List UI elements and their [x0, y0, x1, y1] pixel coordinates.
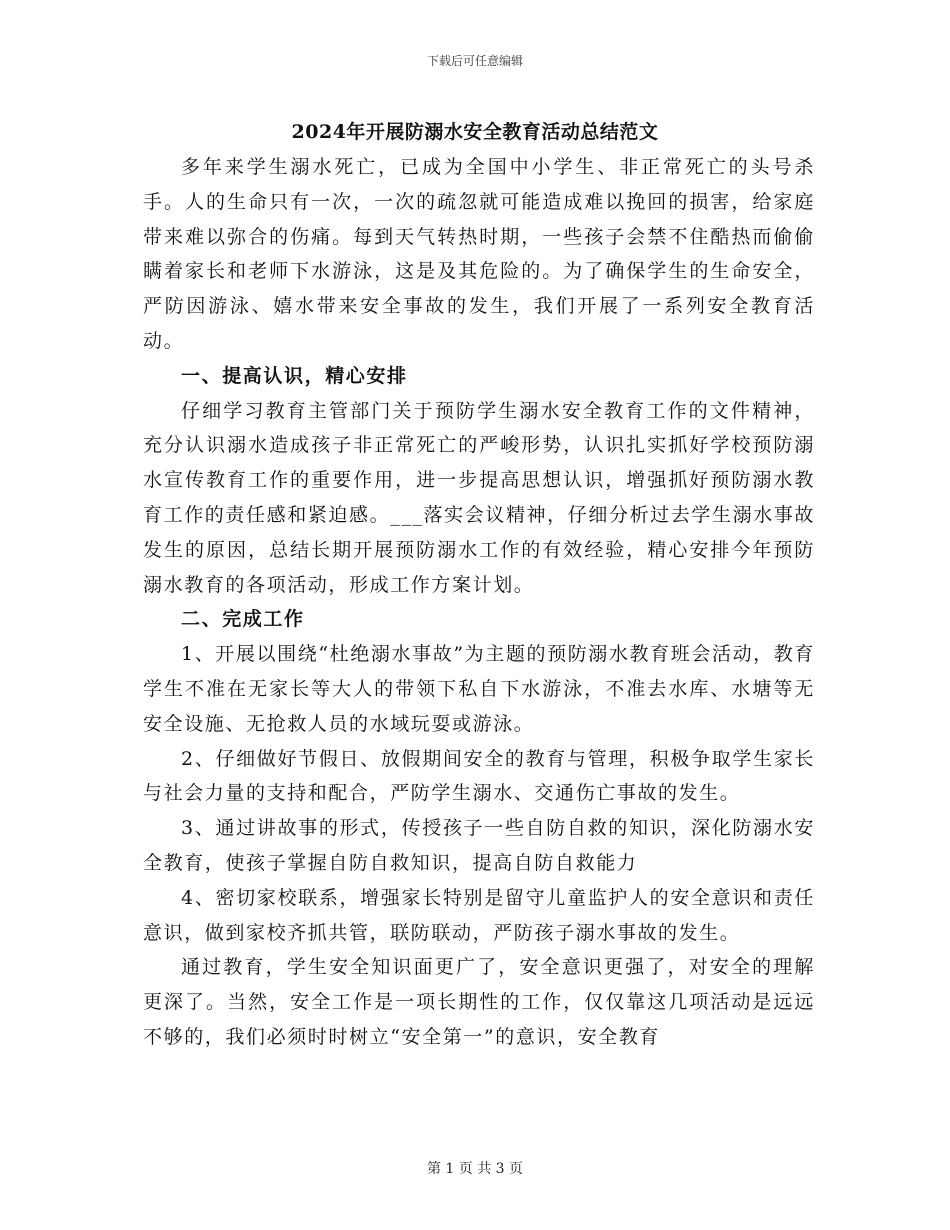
document-title: 2024年开展防溺水安全教育活动总结范文	[291, 121, 659, 143]
section-1-paragraph: 仔细学习教育主管部门关于预防学生溺水安全教育工作的文件精神，充分认识溺水造成孩子非正常死亡的严峻形势，认识扎实抓好学校预防溺水宣传教育工作的重要作用，进一步提高思想认识，增强抓好预防溺水教育工作的责任感和紧迫感。___落实会议精神，仔细分析过去学生溺水事故发生的原因，总结长期开展预防溺水工作的有效经验，精心安排今年预防溺水教育的各项活动，形成工作方案计划。	[143, 399, 815, 596]
document-body	[143, 150, 815, 1055]
work-item-3: 3、通过讲故事的形式，传授孩子一些自防自救的知识，深化防溺水安全教育，使孩子掌握自防自救知识，提高自防自救能力	[143, 817, 815, 874]
section-heading-2: 二、完成工作	[181, 608, 305, 631]
work-item-4: 4、密切家校联系，增强家长特别是留守儿童监护人的安全意识和责任意识，做到家校齐抓共管，联防联动，严防孩子溺水事故的发生。	[143, 886, 815, 944]
conclusion-paragraph: 通过教育，学生安全知识面更广了，安全意识更强了，对安全的理解更深了。当然，安全工作是一项长期性的工作，仅仅靠这几项活动是远远不够的，我们必须时时树立“安全第一”的意识，安全教育	[143, 956, 815, 1048]
work-item-1: 1、开展以围绕“杜绝溺水事故”为主题的预防溺水教育班会活动，教育学生不准在无家长等大人的带领下私自下水游泳，不准去水库、水塘等无安全设施、无抢救人员的水域玩耍或游泳。	[143, 643, 815, 735]
section-heading-1: 一、提高认识，精心安排	[181, 364, 408, 387]
header-note: 下载后可任意编辑	[426, 54, 523, 68]
intro-paragraph: 多年来学生溺水死亡，已成为全国中小学生、非正常死亡的头号杀手。人的生命只有一次，一次的疏忽就可能造成难以挽回的损害，给家庭带来难以弥合的伤痛。每到天气转热时期，一些孩子会禁不住酷热而偷偷瞒着家长和老师下水游泳，这是及其危险的。为了确保学生的生命安全，严防因游泳、嬉水带来安全事故的发生，我们开展了一系列安全教育活动。	[143, 156, 815, 352]
work-item-2: 2、仔细做好节假日、放假期间安全的教育与管理，积极争取学生家长与社会力量的支持和配合，严防学生溺水、交通伤亡事故的发生。	[143, 747, 815, 805]
page-number: 第 1 页 共 3 页	[426, 1161, 524, 1177]
